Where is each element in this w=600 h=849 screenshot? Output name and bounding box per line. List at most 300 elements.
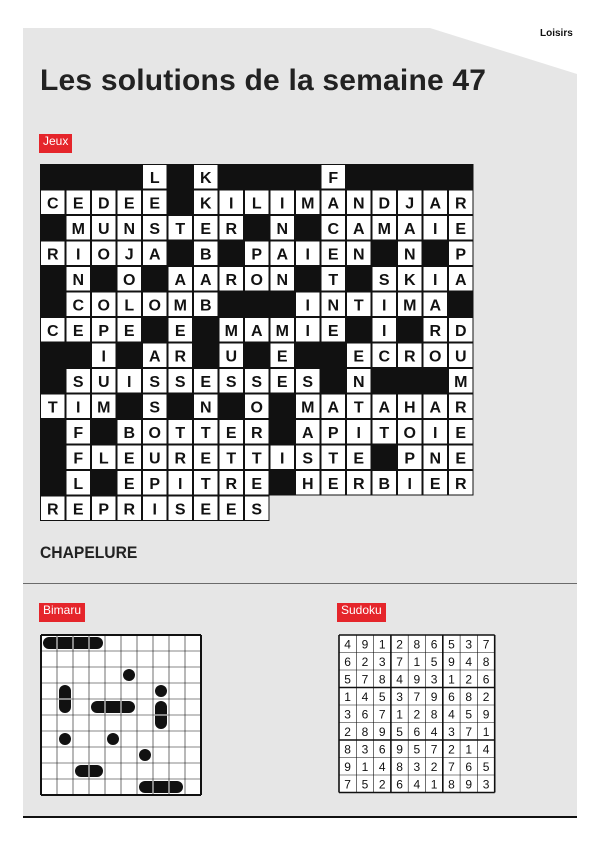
sudoku-digit: 1	[482, 724, 490, 739]
crossword-letter: A	[352, 220, 365, 238]
crossword-letter: B	[123, 424, 136, 442]
crossword-letter: I	[152, 501, 157, 519]
crossword-black-cell	[270, 394, 296, 420]
crossword-letter: K	[199, 169, 212, 187]
sudoku-digit: 3	[465, 637, 473, 652]
crossword-black-cell	[244, 292, 270, 318]
crossword-letter: E	[200, 373, 212, 391]
crossword-letter: N	[429, 450, 442, 468]
crossword-letter: T	[226, 450, 237, 468]
crossword-letter: I	[356, 424, 361, 442]
crossword-letter: S	[149, 399, 161, 417]
crossword-letter: S	[302, 450, 314, 468]
crossword-letter: E	[123, 475, 135, 493]
crossword-letter: R	[454, 195, 467, 213]
crossword-letter: I	[433, 271, 438, 289]
crossword-letter: E	[225, 501, 237, 519]
sudoku-digit: 2	[448, 742, 455, 757]
crossword-black-cell	[244, 164, 270, 190]
crossword-black-cell	[168, 241, 194, 267]
sudoku-digit: 9	[378, 724, 386, 739]
crossword-letter: I	[305, 322, 310, 340]
crossword-black-cell	[270, 164, 296, 190]
crossword-black-cell	[372, 241, 398, 267]
sudoku-digit: 5	[361, 777, 369, 792]
crossword-letter: S	[149, 220, 161, 238]
crossword-letter: E	[251, 475, 263, 493]
sudoku-digit: 5	[482, 759, 490, 774]
crossword-letter: L	[98, 450, 109, 468]
crossword-letter: T	[379, 424, 390, 442]
crossword-letter: T	[328, 271, 339, 289]
crossword-black-cell	[91, 266, 117, 292]
crossword-letter: D	[378, 195, 391, 213]
crossword-letter: R	[123, 501, 136, 519]
sudoku-digit: 5	[344, 672, 351, 687]
sudoku-digit: 6	[413, 724, 421, 739]
sudoku-digit: 4	[378, 759, 386, 774]
crossword-letter: T	[47, 399, 58, 417]
bimaru-ship	[139, 781, 183, 793]
crossword-letter: P	[251, 246, 263, 264]
sudoku-digit: 6	[344, 654, 351, 669]
crossword-letter: K	[403, 271, 416, 289]
sudoku-digit: 9	[413, 672, 421, 687]
crossword-letter: N	[123, 220, 136, 238]
sudoku-digit: 3	[361, 742, 369, 757]
sudoku-grid	[338, 634, 496, 796]
crossword-letter: B	[378, 475, 391, 493]
sudoku-digit: 9	[430, 689, 438, 704]
crossword-letter: N	[352, 246, 365, 264]
crossword-letter: E	[327, 246, 339, 264]
crossword-black-cell	[270, 470, 296, 496]
crossword-letter: I	[382, 297, 387, 315]
crossword-black-cell	[372, 164, 398, 190]
crossword-letter: N	[352, 195, 365, 213]
crossword-black-cell	[142, 317, 168, 343]
crossword-letter: S	[174, 373, 186, 391]
crossword-letter: L	[149, 169, 160, 187]
sudoku-digit: 2	[465, 672, 473, 687]
sudoku-digit: 4	[482, 742, 490, 757]
crossword-letter: M	[97, 399, 111, 417]
crossword-black-cell	[397, 368, 423, 394]
sudoku-digit: 7	[430, 742, 438, 757]
crossword-letter: E	[200, 220, 212, 238]
crossword-letter: E	[455, 220, 467, 238]
sudoku-digit: 5	[465, 707, 473, 722]
sudoku-digit: 8	[448, 777, 455, 792]
crossword-black-cell	[244, 343, 270, 369]
section-divider	[23, 583, 577, 584]
sudoku-digit: 3	[378, 654, 386, 669]
sudoku-digit: 2	[344, 724, 351, 739]
crossword-letter: T	[200, 475, 211, 493]
crossword-black-cell	[295, 343, 321, 369]
crossword-letter: I	[178, 475, 183, 493]
crossword-letter: U	[225, 348, 238, 366]
crossword-letter: E	[200, 450, 212, 468]
crossword-black-cell	[40, 419, 66, 445]
crossword-letter: U	[454, 348, 467, 366]
crossword-letter: C	[327, 220, 340, 238]
crossword-letter: I	[76, 246, 81, 264]
crossword-letter: A	[199, 271, 212, 289]
crossword-letter: N	[276, 220, 289, 238]
crossword-letter: E	[327, 475, 339, 493]
crossword-letter: T	[175, 424, 186, 442]
sudoku-tag: Sudoku	[337, 603, 386, 622]
crossword-letter: I	[229, 195, 234, 213]
crossword-black-cell	[40, 470, 66, 496]
sudoku-digit: 6	[396, 777, 403, 792]
crossword-letter: E	[225, 424, 237, 442]
crossword-letter: R	[250, 424, 263, 442]
crossword-letter: M	[71, 220, 85, 238]
crossword-black-cell	[244, 215, 270, 241]
crossword-letter: E	[276, 373, 288, 391]
crossword-letter: S	[378, 271, 390, 289]
crossword-letter: I	[280, 195, 285, 213]
crossword-letter: A	[403, 220, 416, 238]
sudoku-digit: 2	[482, 689, 490, 704]
crossword-black-cell	[40, 445, 66, 471]
crossword-letter: R	[46, 246, 59, 264]
crossword-letter: P	[404, 450, 416, 468]
crossword-letter: E	[353, 348, 365, 366]
crossword-letter: E	[353, 450, 365, 468]
crossword-letter: L	[73, 475, 84, 493]
sudoku-digit: 1	[378, 637, 386, 652]
sudoku-digit: 5	[378, 689, 386, 704]
crossword-letter: M	[301, 195, 315, 213]
crossword-black-cell	[117, 394, 143, 420]
crossword-letter: P	[149, 475, 161, 493]
crossword-black-cell	[346, 164, 372, 190]
crossword-letter: C	[46, 195, 59, 213]
crossword-black-cell	[448, 164, 474, 190]
sudoku-digit: 4	[344, 637, 351, 652]
crossword-letter: K	[199, 195, 212, 213]
sudoku-digit: 3	[396, 689, 403, 704]
sudoku-digit: 1	[396, 707, 403, 722]
crossword-black-cell	[270, 419, 296, 445]
crossword-letter: M	[454, 373, 468, 391]
crossword-letter: N	[276, 271, 289, 289]
sudoku-digit: 9	[482, 707, 490, 722]
crossword-letter: P	[327, 424, 339, 442]
bimaru-ship	[59, 733, 71, 745]
crossword-letter: I	[433, 220, 438, 238]
bimaru-tag: Bimaru	[39, 603, 85, 622]
crossword-letter: T	[353, 297, 364, 315]
sudoku-digit: 6	[465, 759, 473, 774]
bimaru-ship	[123, 669, 135, 681]
sudoku-digit: 4	[448, 707, 455, 722]
crossword-letter: N	[72, 271, 85, 289]
crossword-black-cell	[193, 343, 219, 369]
crossword-letter: M	[377, 220, 391, 238]
crossword-letter: P	[98, 501, 110, 519]
crossword-black-cell	[66, 343, 92, 369]
sudoku-digit: 3	[482, 777, 490, 792]
sudoku-digit: 8	[361, 724, 369, 739]
crossword-letter: E	[123, 450, 135, 468]
sudoku-digit: 8	[344, 742, 351, 757]
sudoku-digit: 7	[396, 654, 403, 669]
sudoku-digit: 1	[465, 742, 473, 757]
crossword-black-cell	[295, 215, 321, 241]
crossword-black-cell	[40, 164, 66, 190]
crossword-black-cell	[219, 241, 245, 267]
sudoku-digit: 5	[396, 724, 403, 739]
crossword-letter: T	[353, 399, 364, 417]
sudoku-digit: 3	[430, 672, 438, 687]
crossword-black-cell	[40, 215, 66, 241]
crossword-letter: R	[46, 501, 59, 519]
crossword-letter: A	[250, 322, 263, 340]
sudoku-digit: 1	[430, 777, 438, 792]
bimaru-ship	[107, 733, 119, 745]
crossword-black-cell	[295, 266, 321, 292]
crossword-letter: E	[72, 195, 84, 213]
sudoku-digit: 7	[448, 759, 455, 774]
crossword-black-cell	[219, 164, 245, 190]
crossword-letter: S	[149, 373, 161, 391]
crossword-letter: E	[327, 322, 339, 340]
crossword-letter: S	[174, 501, 186, 519]
crossword-letter: P	[455, 246, 467, 264]
crossword-letter: O	[148, 424, 161, 442]
jeux-tag: Jeux	[39, 134, 72, 153]
crossword-letter: H	[403, 399, 416, 417]
sudoku-digit: 8	[396, 759, 403, 774]
crossword-letter: I	[280, 450, 285, 468]
crossword-black-cell	[168, 394, 194, 420]
crossword-letter: E	[276, 348, 288, 366]
crossword-letter: E	[123, 322, 135, 340]
crossword-letter: A	[148, 246, 161, 264]
crossword-letter: P	[98, 322, 110, 340]
crossword-letter: E	[200, 501, 212, 519]
sudoku-digit: 7	[465, 724, 473, 739]
crossword-letter: H	[301, 475, 314, 493]
crossword-letter: M	[224, 322, 238, 340]
crossword-grid	[40, 164, 492, 524]
sudoku-digit: 6	[361, 707, 369, 722]
crossword-black-cell	[40, 266, 66, 292]
crossword-letter: A	[327, 195, 340, 213]
crossword-letter: E	[174, 322, 186, 340]
crossword-letter: M	[173, 297, 187, 315]
sudoku-digit: 6	[482, 672, 490, 687]
sudoku-digit: 9	[361, 637, 369, 652]
crossword-letter: S	[225, 373, 237, 391]
sudoku-digit: 9	[396, 742, 403, 757]
sudoku-digit: 4	[465, 654, 473, 669]
crossword-black-cell	[91, 164, 117, 190]
sudoku-digit: 2	[430, 759, 438, 774]
crossword-black-cell	[346, 266, 372, 292]
crossword-black-cell	[40, 292, 66, 318]
crossword-letter: E	[72, 322, 84, 340]
crossword-letter: O	[97, 246, 110, 264]
crossword-letter: R	[225, 220, 238, 238]
crossword-black-cell	[270, 292, 296, 318]
crossword-letter: A	[327, 399, 340, 417]
crossword-letter: J	[124, 246, 134, 264]
crossword-letter: E	[455, 424, 467, 442]
crossword-black-cell	[423, 368, 449, 394]
crossword-black-cell	[40, 343, 66, 369]
sudoku-digit: 4	[430, 724, 438, 739]
sudoku-digit: 4	[413, 777, 421, 792]
crossword-letter: O	[250, 399, 263, 417]
section-label: Loisirs	[540, 28, 573, 39]
crossword-letter: T	[175, 220, 186, 238]
crossword-letter: B	[199, 246, 212, 264]
bimaru-ship	[139, 749, 151, 761]
crossword-letter: N	[327, 297, 340, 315]
crossword-letter: I	[101, 348, 106, 366]
crossword-black-cell	[40, 368, 66, 394]
sudoku-digit: 3	[413, 759, 421, 774]
sudoku-digit: 1	[413, 654, 421, 669]
crossword-black-cell	[91, 470, 117, 496]
crossword-letter: E	[455, 450, 467, 468]
crossword-black-cell	[423, 164, 449, 190]
crossword-letter: B	[199, 297, 212, 315]
crossword-letter: A	[454, 271, 467, 289]
crossword-letter: O	[148, 297, 161, 315]
crossword-letter: M	[275, 322, 289, 340]
sudoku-digit: 9	[344, 759, 351, 774]
crossword-letter: T	[328, 450, 339, 468]
sudoku-digit: 2	[361, 654, 369, 669]
crossword-letter: U	[97, 373, 110, 391]
crossword-letter: R	[454, 399, 467, 417]
crossword-black-cell	[423, 241, 449, 267]
crossword-black-cell	[219, 292, 245, 318]
crossword-letter: S	[251, 373, 263, 391]
crossword-letter: T	[200, 424, 211, 442]
crossword-black-cell	[193, 317, 219, 343]
crossword-letter: A	[276, 246, 289, 264]
sudoku-digit: 7	[344, 777, 351, 792]
crossword-letter: S	[302, 373, 314, 391]
crossword-black-cell	[448, 292, 474, 318]
crossword-letter: O	[429, 348, 442, 366]
page-title: Les solutions de la semaine 47	[40, 64, 487, 97]
crossword-letter: F	[73, 424, 84, 442]
crossword-letter: A	[174, 271, 187, 289]
crossword-black-cell	[372, 445, 398, 471]
crossword-letter: R	[429, 322, 442, 340]
crossword-letter: A	[429, 297, 442, 315]
crossword-black-cell	[321, 368, 347, 394]
sudoku-digit: 8	[413, 637, 421, 652]
crossword-letter: E	[72, 501, 84, 519]
sudoku-digit: 3	[448, 724, 455, 739]
crossword-letter: A	[148, 348, 161, 366]
sudoku-digit: 8	[378, 672, 386, 687]
crossword-letter: T	[251, 450, 262, 468]
crossword-letter: I	[433, 424, 438, 442]
crossword-black-cell	[295, 164, 321, 190]
sudoku-digit: 7	[361, 672, 369, 687]
crossword-letter: I	[76, 399, 81, 417]
sudoku-digit: 5	[430, 654, 438, 669]
sudoku-digit: 2	[413, 707, 421, 722]
crossword-letter: A	[378, 399, 391, 417]
crossword-letter: R	[174, 450, 187, 468]
crossword-letter: O	[250, 271, 263, 289]
crossword-letter: F	[73, 450, 84, 468]
sudoku-digit: 6	[430, 637, 438, 652]
crossword-letter: S	[251, 501, 263, 519]
crossword-black-cell	[168, 190, 194, 216]
sudoku-digit: 5	[448, 637, 455, 652]
crossword-letter: I	[407, 475, 412, 493]
crossword-letter: D	[97, 195, 110, 213]
sudoku-digit: 9	[465, 777, 473, 792]
crossword-letter: E	[429, 475, 441, 493]
sudoku-digit: 3	[344, 707, 351, 722]
crossword-letter: R	[225, 271, 238, 289]
crossword-letter: L	[124, 297, 135, 315]
crossword-letter: D	[454, 322, 467, 340]
bimaru-ship	[91, 701, 135, 713]
crossword-black-cell	[346, 317, 372, 343]
sudoku-digit: 1	[344, 689, 351, 704]
crossword-letter: C	[46, 322, 59, 340]
sudoku-digit: 8	[482, 654, 490, 669]
crossword-black-cell	[117, 164, 143, 190]
sudoku-digit: 8	[465, 689, 473, 704]
crossword-letter: A	[429, 399, 442, 417]
crossword-letter: U	[97, 220, 110, 238]
crossword-black-cell	[219, 394, 245, 420]
crossword-black-cell	[168, 164, 194, 190]
sudoku-digit: 8	[430, 707, 438, 722]
crossword-letter: I	[127, 373, 132, 391]
sudoku-digit: 7	[482, 637, 490, 652]
crossword-letter: O	[123, 271, 136, 289]
sudoku-digit: 9	[448, 654, 455, 669]
crossword-letter: M	[403, 297, 417, 315]
crossword-black-cell	[397, 317, 423, 343]
sudoku-digit: 4	[396, 672, 403, 687]
crossword-letter: C	[378, 348, 391, 366]
crossword-letter: R	[352, 475, 365, 493]
crossword-letter: C	[72, 297, 85, 315]
sudoku-digit: 4	[361, 689, 369, 704]
crossword-black-cell	[142, 266, 168, 292]
crossword-letter: N	[403, 246, 416, 264]
crossword-letter: J	[405, 195, 415, 213]
sudoku-digit: 1	[448, 672, 455, 687]
crossword-letter: L	[251, 195, 262, 213]
crossword-letter: I	[382, 322, 387, 340]
bimaru-grid	[40, 634, 202, 796]
sudoku-digit: 5	[413, 742, 421, 757]
crossword-letter: E	[149, 195, 161, 213]
crossword-letter: A	[429, 195, 442, 213]
crossword-letter: O	[403, 424, 416, 442]
sudoku-digit: 6	[378, 742, 386, 757]
sudoku-digit: 2	[396, 637, 403, 652]
